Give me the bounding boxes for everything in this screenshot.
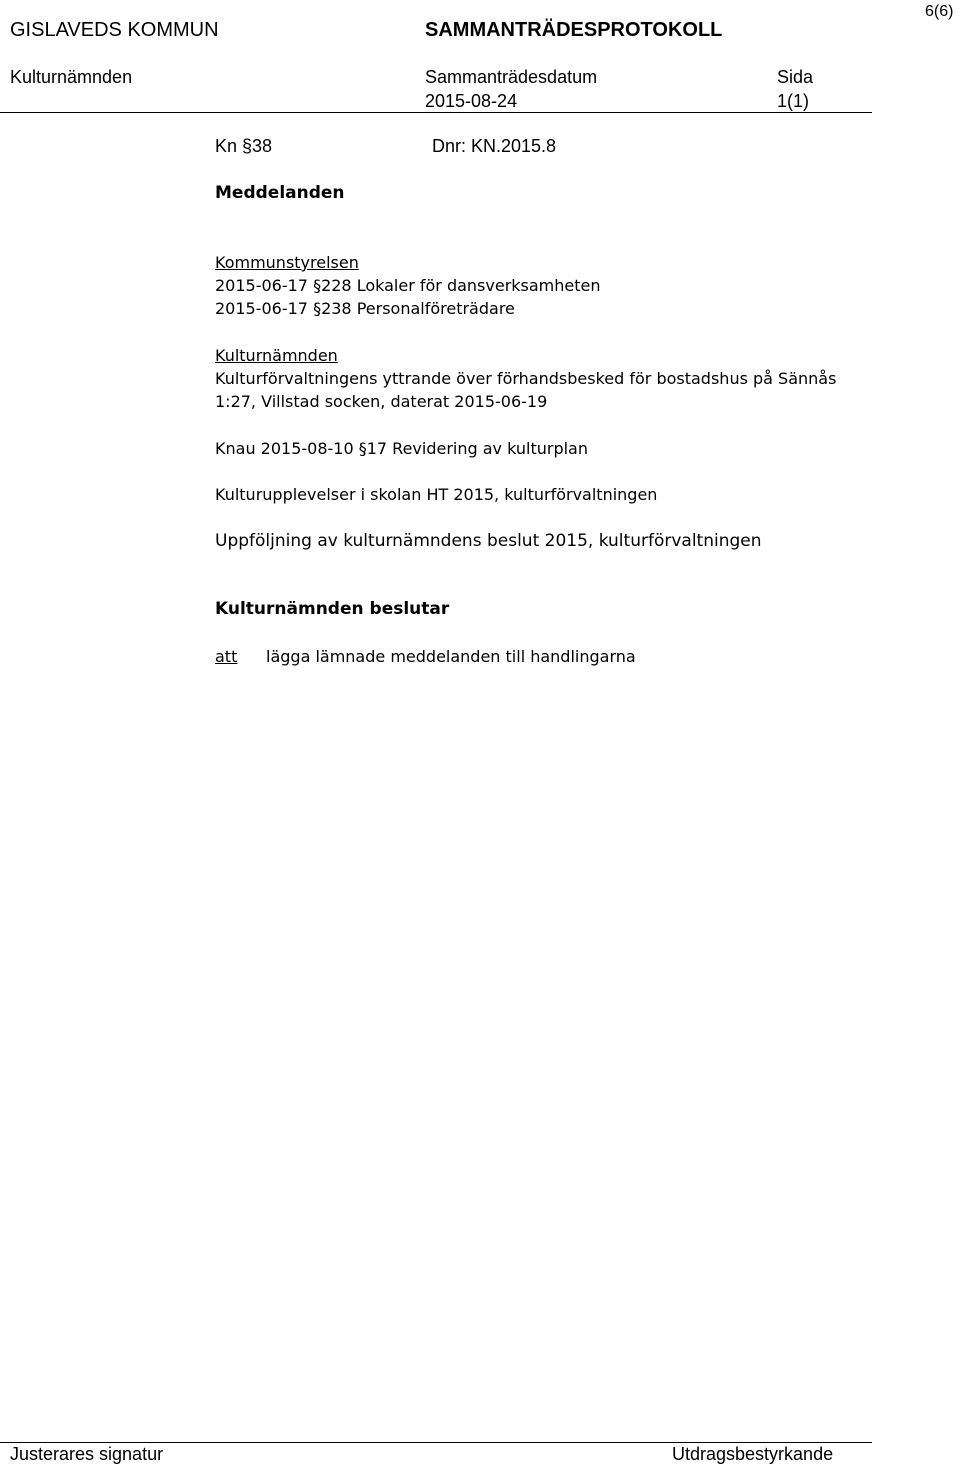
page-number: 1(1) bbox=[777, 91, 810, 111]
footer-rule bbox=[0, 1442, 872, 1443]
adjuster-signature-label: Justerares signatur bbox=[10, 1444, 164, 1464]
list-item: Uppföljning av kulturnämndens beslut 2015, kulturförvaltningen bbox=[215, 531, 762, 551]
document-type: SAMMANTRÄDESPROTOKOLL bbox=[425, 19, 723, 41]
decision-text: lägga lämnade meddelanden till handlingarna bbox=[266, 647, 636, 666]
header-rule bbox=[0, 112, 872, 113]
committee-name: Kulturnämnden bbox=[10, 67, 133, 87]
diary-number: Dnr: KN.2015.8 bbox=[432, 136, 557, 156]
group-heading-kulturnamnden: Kulturnämnden bbox=[215, 346, 338, 365]
list-item: Kulturupplevelser i skolan HT 2015, kulturförvaltningen bbox=[215, 485, 658, 504]
section-title: Meddelanden bbox=[215, 183, 345, 203]
group-line: 1:27, Villstad socken, daterat 2015-06-19 bbox=[215, 392, 548, 411]
meeting-date: 2015-08-24 bbox=[425, 91, 518, 111]
group-heading-kommunstyrelsen: Kommunstyrelsen bbox=[215, 253, 359, 272]
case-number: Kn §38 bbox=[215, 136, 273, 156]
group-line: Kulturförvaltningens yttrande över förhandsbesked för bostadshus på Sännås bbox=[215, 369, 837, 388]
page-label: Sida bbox=[777, 67, 814, 87]
decision-heading: Kulturnämnden beslutar bbox=[215, 599, 450, 619]
page-counter: 6(6) bbox=[925, 3, 954, 20]
certification-label: Utdragsbestyrkande bbox=[672, 1444, 834, 1464]
decision-marker: att bbox=[215, 647, 238, 666]
list-item: Knau 2015-08-10 §17 Revidering av kulturplan bbox=[215, 439, 588, 458]
meeting-date-label: Sammanträdesdatum bbox=[425, 67, 598, 87]
municipality-name: GISLAVEDS KOMMUN bbox=[10, 19, 219, 41]
group-line: 2015-06-17 §228 Lokaler för dansverksamheten bbox=[215, 276, 601, 295]
group-line: 2015-06-17 §238 Personalföreträdare bbox=[215, 299, 515, 318]
